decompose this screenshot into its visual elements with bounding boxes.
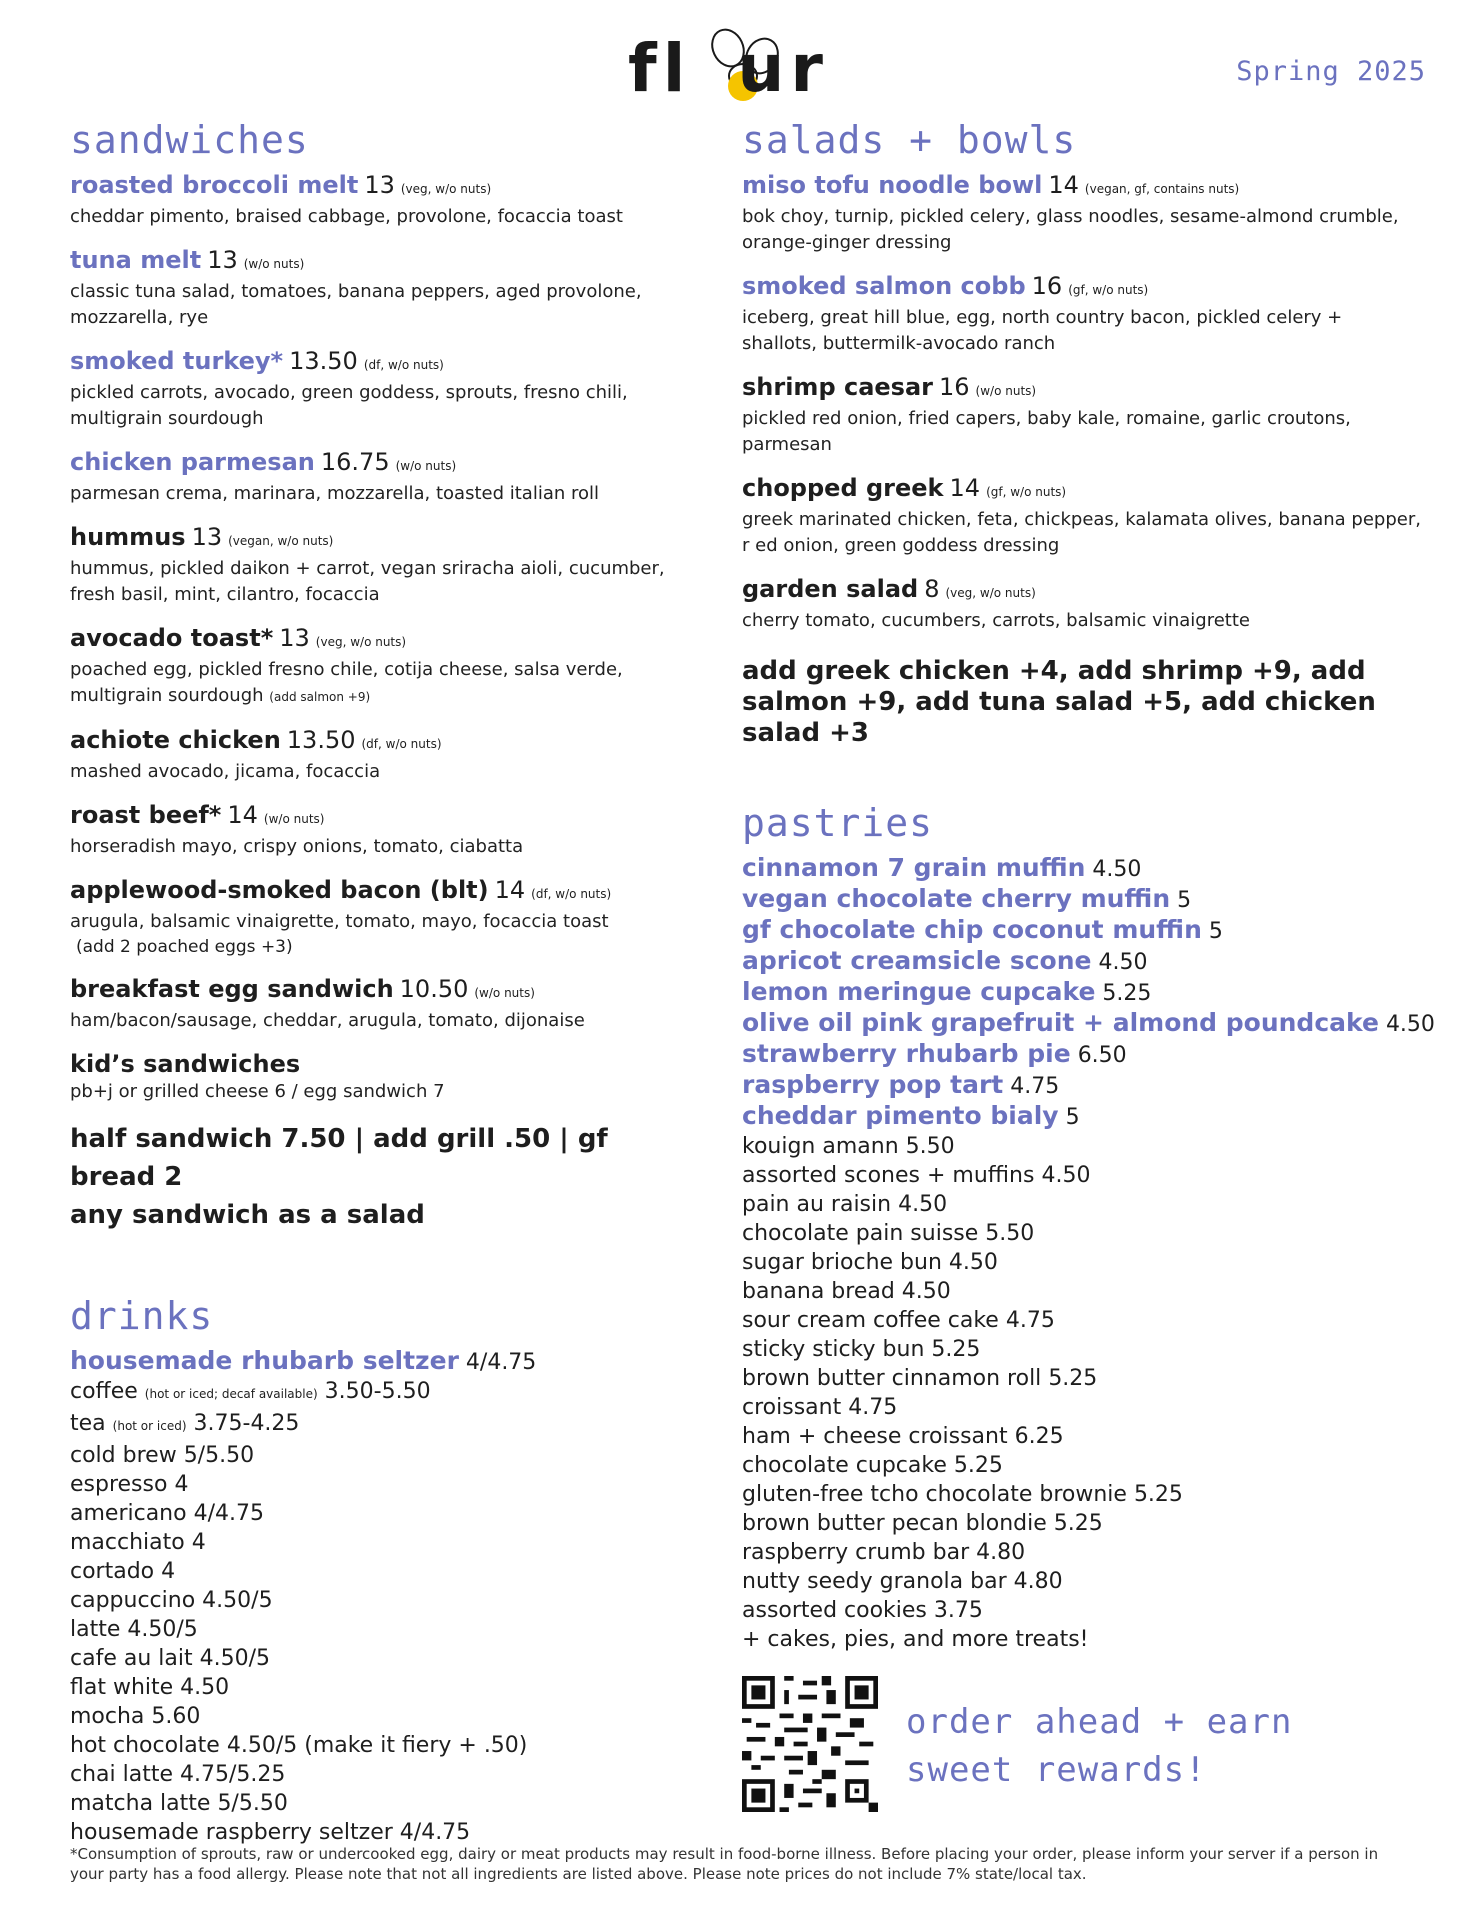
pastry-item — [742, 1625, 1422, 1654]
pastry-item — [742, 1101, 1422, 1132]
menu-item-header — [742, 271, 1422, 305]
menu-item — [70, 447, 690, 507]
sandwich-list — [70, 170, 690, 1105]
pastry-name: strawberry rhubarb pie — [742, 1039, 1071, 1068]
menu-item — [742, 372, 1422, 458]
drink-price: 4 — [161, 1559, 176, 1584]
pastry-price: 4.50 — [901, 1279, 951, 1304]
drink-price: 3.50-5.50 — [324, 1379, 431, 1404]
drink-price: 4/4.75 — [399, 1820, 471, 1845]
drink-price: 4/4.75 — [465, 1350, 537, 1375]
pastry-name: apricot creamsicle scone — [742, 946, 1092, 975]
menu-item-name: smoked salmon cobb — [742, 272, 1026, 300]
pastry-item — [742, 1039, 1422, 1070]
menu-item-name: roast beef* — [70, 801, 222, 829]
drink-item — [70, 1409, 690, 1441]
pastry-price: 6.25 — [1014, 1424, 1064, 1449]
drink-item — [70, 1586, 690, 1615]
menu-item-note: (w/o nuts) — [395, 459, 457, 473]
menu-item-description — [70, 204, 690, 230]
pastry-price: 5 — [1177, 888, 1192, 913]
menu-item-price: 13.50 — [289, 347, 358, 375]
menu-item-price: 14 — [949, 474, 981, 502]
pastry-name: sticky sticky bun — [742, 1337, 925, 1362]
pastry-price: 5.50 — [905, 1134, 955, 1159]
pastry-item — [742, 1480, 1422, 1509]
pastry-name: pain au raisin — [742, 1192, 892, 1217]
pastry-price: 5.25 — [953, 1453, 1003, 1478]
menu-item-price: 16 — [939, 373, 970, 401]
pastry-price: 4.80 — [1013, 1569, 1063, 1594]
pastry-price: 3.75 — [933, 1598, 983, 1623]
pastry-item — [742, 1393, 1422, 1422]
pastry-item — [742, 1306, 1422, 1335]
menu-item — [70, 725, 690, 785]
drink-price: 5/5.50 — [217, 1791, 288, 1816]
drink-name: cappuccino — [70, 1588, 196, 1613]
menu-item-note: (veg, w/o nuts) — [945, 586, 1036, 600]
drink-item — [70, 1818, 690, 1847]
menu-item-header — [70, 974, 690, 1008]
drink-name: cafe au lait — [70, 1646, 193, 1671]
pastry-item — [742, 946, 1422, 977]
drink-note: (hot or iced) — [112, 1419, 187, 1433]
menu-item-header — [70, 346, 690, 380]
promo-line-1: order ahead + earn — [906, 1702, 1293, 1742]
menu-item-description — [742, 507, 1422, 559]
menu-item-description — [70, 909, 690, 935]
menu-item-header — [70, 800, 690, 834]
pastry-item — [742, 1070, 1422, 1101]
menu-item-description-text: arugula, balsamic vinaigrette, tomato, mayo, focaccia toast — [70, 911, 609, 932]
menu-item-price: 16.75 — [320, 448, 390, 476]
menu-item-header — [70, 522, 690, 556]
sandwich-options — [70, 1120, 690, 1234]
pastry-name: gf chocolate chip coconut muffin — [742, 915, 1202, 944]
menu-item-price: 14 — [1048, 171, 1079, 199]
menu-item-price: 13 — [279, 624, 310, 652]
menu-item-header — [70, 875, 690, 909]
pastry-item — [742, 915, 1422, 946]
drink-name: americano — [70, 1501, 187, 1526]
drink-price: 5/5.50 — [183, 1443, 255, 1468]
menu-item-name: applewood-smoked bacon (blt) — [70, 876, 489, 904]
drink-price: 5.60 — [151, 1704, 201, 1729]
pastry-price: 4.50 — [948, 1250, 998, 1275]
pastry-price: 5.25 — [1133, 1482, 1183, 1507]
salads-title: salads + bowls — [742, 118, 1077, 162]
menu-item-header — [70, 245, 690, 279]
menu-item-name: tuna melt — [70, 246, 202, 274]
pastry-price: 4.50 — [1092, 857, 1142, 882]
menu-item-description — [70, 1079, 690, 1105]
menu-item-description-text: ham/bacon/sausage, cheddar, arugula, tomato, dijonaise — [70, 1010, 585, 1031]
pastry-item — [742, 1132, 1422, 1161]
menu-item-description-text: classic tuna salad, tomatoes, banana peppers, aged provolone, mozzarella, rye — [70, 281, 642, 328]
drink-item — [70, 1615, 690, 1644]
pastries-title: pastries — [742, 801, 934, 845]
menu-item-header — [70, 623, 690, 657]
menu-item — [742, 473, 1422, 559]
salad-addons: add greek chicken +4, add shrimp +9, add salmon +9, add tuna salad +5, add chicken salad +3 — [742, 656, 1376, 748]
drink-price: 4.50/5 — [199, 1646, 271, 1671]
drink-name: latte — [70, 1617, 121, 1642]
drink-item — [70, 1673, 690, 1702]
menu-item-price: 13 — [364, 171, 395, 199]
drink-item — [70, 1702, 690, 1731]
menu-item-description-text: pickled carrots, avocado, green goddess, sprouts, fresno chili, multigrain sourdough — [70, 382, 628, 429]
menu-item-note: (w/o nuts) — [243, 257, 305, 271]
pastry-price: 6.50 — [1077, 1043, 1127, 1068]
drink-name: cortado — [70, 1559, 155, 1584]
menu-item — [70, 623, 690, 710]
menu-item-description — [70, 759, 690, 785]
pastry-price: 4.75 — [1010, 1074, 1060, 1099]
menu-item-note: (w/o nuts) — [474, 986, 535, 1000]
sandwich-options-line-1: half sandwich 7.50 | add grill .50 | gf bread 2 — [70, 1124, 608, 1192]
menu-item-note: (w/o nuts) — [975, 384, 1037, 398]
menu-item-description-text: cherry tomato, cucumbers, carrots, balsamic vinaigrette — [742, 610, 1250, 631]
menu-item-description — [742, 305, 1422, 357]
menu-item-description — [70, 657, 690, 710]
pastry-name: assorted scones + muffins — [742, 1163, 1035, 1188]
pastry-item — [742, 1538, 1422, 1567]
pastry-name: nutty seedy granola bar — [742, 1569, 1007, 1594]
drink-price: 4 — [191, 1530, 206, 1555]
pastry-price: 5.50 — [985, 1221, 1035, 1246]
pastry-item — [742, 1335, 1422, 1364]
menu-item — [70, 875, 690, 959]
pastry-name: croissant — [742, 1395, 842, 1420]
pastry-price: 5.25 — [1053, 1511, 1103, 1536]
pastry-price: 4.50 — [1098, 950, 1148, 975]
pastry-price: 4.80 — [976, 1540, 1026, 1565]
drink-item — [70, 1644, 690, 1673]
pastry-name: sugar brioche bun — [742, 1250, 942, 1275]
drink-item — [70, 1377, 690, 1409]
pastry-item — [742, 1161, 1422, 1190]
pastry-item — [742, 1596, 1422, 1625]
drink-name: flat white — [70, 1675, 174, 1700]
pastry-item — [742, 1219, 1422, 1248]
menu-item-name: chicken parmesan — [70, 448, 315, 476]
menu-item-note: (gf, w/o nuts) — [986, 485, 1067, 499]
menu-item — [70, 346, 690, 432]
drink-name: hot chocolate — [70, 1733, 220, 1758]
menu-item-header — [742, 473, 1422, 507]
right-column — [742, 118, 1435, 1654]
drink-price: 4/4.75 — [193, 1501, 264, 1526]
pastry-name: sour cream coffee cake — [742, 1308, 999, 1333]
pastry-item — [742, 1364, 1422, 1393]
menu-item-price: 13 — [191, 523, 223, 551]
drink-name: espresso — [70, 1472, 168, 1497]
menu-item-header — [742, 372, 1422, 406]
menu-item-description-text: horseradish mayo, crispy onions, tomato, ciabatta — [70, 836, 524, 857]
menu-item-description-addon: (add salmon +9) — [269, 690, 371, 704]
drink-note: (hot or iced; decaf available) — [144, 1387, 318, 1401]
pastry-item — [742, 1248, 1422, 1277]
drink-price: 3.75-4.25 — [193, 1411, 300, 1436]
menu-item-price: 14 — [494, 876, 526, 904]
menu-item-name: breakfast egg sandwich — [70, 975, 394, 1003]
menu-item-description-text: bok choy, turnip, pickled celery, glass noodles, sesame-almond crumble, orange-ginger dressing — [742, 206, 1399, 253]
pastry-item — [742, 1509, 1422, 1538]
menu-item-description — [70, 481, 690, 507]
pastry-item — [742, 1277, 1422, 1306]
drink-name: chai latte — [70, 1762, 174, 1787]
pastry-price: 4.50 — [1041, 1163, 1091, 1188]
menu-item-name: achiote chicken — [70, 726, 281, 754]
menu-item-note: (vegan, w/o nuts) — [228, 534, 334, 548]
drink-name: housemade raspberry seltzer — [70, 1820, 393, 1845]
footer-disclaimer: *Consumption of sprouts, raw or undercooked egg, dairy or meat products may result in food-borne illness. Before placing your order, please inform your server if a person in your party has a food allergy. Please note that not all ingredients are listed above. Please note prices do not include 7% state/local tax. — [70, 1845, 1379, 1883]
drink-price: 4.50/5 — [127, 1617, 198, 1642]
pastry-name: kouign amann — [742, 1134, 899, 1159]
season-label: Spring 2025 — [1236, 56, 1426, 87]
menu-item-name: avocado toast* — [70, 624, 274, 652]
pastry-item — [742, 1008, 1435, 1039]
menu-item — [70, 800, 690, 860]
menu-item-name: hummus — [70, 523, 186, 551]
drink-item — [70, 1441, 690, 1470]
drink-item — [70, 1528, 690, 1557]
menu-item-note: (w/o nuts) — [263, 812, 325, 826]
pastry-name: cheddar pimento bialy — [742, 1101, 1059, 1130]
menu-item — [70, 974, 690, 1034]
drink-item — [70, 1346, 690, 1377]
pastry-name: assorted cookies — [742, 1598, 927, 1623]
menu-item-name: garden salad — [742, 575, 919, 603]
drink-name: coffee — [70, 1379, 138, 1404]
salad-list — [742, 170, 1422, 634]
drink-name: tea — [70, 1411, 106, 1436]
pastry-price: 4.75 — [1005, 1308, 1055, 1333]
menu-item-description-text: mashed avocado, jicama, focaccia — [70, 761, 381, 782]
drink-name: macchiato — [70, 1530, 185, 1555]
menu-item-price: 16 — [1031, 272, 1063, 300]
menu-item-description-text: greek marinated chicken, feta, chickpeas, kalamata olives, banana pepper, r ed onion, green goddess dressing — [742, 509, 1421, 556]
menu-item-extra: (add 2 poached eggs +3) — [76, 937, 293, 957]
pastry-name: lemon meringue cupcake — [742, 977, 1096, 1006]
menu-item-description-text: parmesan crema, marinara, mozzarella, toasted italian roll — [70, 483, 600, 504]
drink-item — [70, 1557, 690, 1586]
pastry-price: 5.25 — [1048, 1366, 1098, 1391]
menu-item-price: 13.50 — [286, 726, 356, 754]
drink-item — [70, 1470, 690, 1499]
rewards-promo — [906, 1698, 1292, 1794]
menu-item-description — [70, 556, 690, 608]
drink-price: 4.50/5 (make it fiery + .50) — [226, 1733, 528, 1758]
menu-item — [742, 574, 1422, 634]
menu-item — [70, 170, 690, 230]
menu-item-name: smoked turkey* — [70, 347, 284, 375]
pastry-name: chocolate pain suisse — [742, 1221, 979, 1246]
sandwich-options-line-2: any sandwich as a salad — [70, 1200, 425, 1230]
drink-name: cold brew — [70, 1443, 177, 1468]
pastry-item — [742, 853, 1422, 884]
menu-item-name: miso tofu noodle bowl — [742, 171, 1043, 199]
menu-item-note: (gf, w/o nuts) — [1068, 283, 1149, 297]
pastry-name: cinnamon 7 grain muffin — [742, 853, 1086, 882]
left-column — [70, 118, 690, 1847]
pastry-price: 4.50 — [1385, 1012, 1435, 1037]
menu-item-price: 13 — [207, 246, 238, 274]
pastry-name: brown butter pecan blondie — [742, 1511, 1047, 1536]
menu-item-note: (veg, w/o nuts) — [315, 635, 407, 649]
drink-item — [70, 1499, 690, 1528]
pastry-name: brown butter cinnamon roll — [742, 1366, 1042, 1391]
pastry-item — [742, 1567, 1422, 1596]
pastry-price: 5.25 — [931, 1337, 981, 1362]
menu-item-header — [742, 574, 1422, 608]
pastry-price: 5.25 — [1102, 981, 1152, 1006]
menu-item-note: (veg, w/o nuts) — [400, 182, 492, 196]
pastry-name: + cakes, pies, and more treats! — [742, 1627, 1089, 1652]
drink-name: mocha — [70, 1704, 145, 1729]
menu-item-description — [70, 380, 690, 432]
menu-item-description-text: hummus, pickled daikon + carrot, vegan sriracha aioli, cucumber, fresh basil, mint, cilantro, focaccia — [70, 558, 665, 605]
menu-item-description-text: cheddar pimento, braised cabbage, provolone, focaccia toast — [70, 206, 623, 227]
menu-item-header — [742, 170, 1422, 204]
drink-name: matcha latte — [70, 1791, 211, 1816]
menu-item-note: (df, w/o nuts) — [363, 358, 444, 372]
menu-item-description — [70, 279, 690, 331]
menu-item-description — [742, 608, 1422, 634]
menu-item-name: kid’s sandwiches — [70, 1050, 301, 1078]
menu-item — [70, 245, 690, 331]
pastry-price: 5 — [1065, 1105, 1080, 1130]
menu-item-header — [70, 447, 690, 481]
menu-item-description-text: poached egg, pickled fresno chile, cotija cheese, salsa verde, multigrain sourdough — [70, 659, 623, 706]
drink-item — [70, 1789, 690, 1818]
pastry-price: 5 — [1208, 919, 1223, 944]
pastry-name: ham + cheese croissant — [742, 1424, 1008, 1449]
menu-item-header — [70, 725, 690, 759]
menu-item-price: 14 — [227, 801, 258, 829]
menu-item-description — [70, 1008, 690, 1034]
drink-price: 4 — [174, 1472, 189, 1497]
drink-list — [70, 1346, 690, 1847]
menu-item-description-text: pickled red onion, fried capers, baby kale, romaine, garlic croutons, parmesan — [742, 408, 1351, 455]
pastry-price: 4.50 — [898, 1192, 948, 1217]
menu-item-name: chopped greek — [742, 474, 944, 502]
pastry-name: raspberry pop tart — [742, 1070, 1004, 1099]
brand-logo — [628, 14, 838, 107]
pastry-name: raspberry crumb bar — [742, 1540, 970, 1565]
menu-item-description-text: pb+j or grilled cheese 6 / egg sandwich 7 — [70, 1081, 445, 1102]
menu-item — [742, 170, 1422, 256]
pastry-item — [742, 1451, 1422, 1480]
menu-item — [70, 522, 690, 608]
pastry-item — [742, 977, 1422, 1008]
menu-item-price: 10.50 — [399, 975, 469, 1003]
menu-item-header — [70, 1049, 690, 1079]
menu-item-price: 8 — [924, 575, 940, 603]
menu-item-description-text: iceberg, great hill blue, egg, north country bacon, pickled celery + shallots, buttermilk-avocado ranch — [742, 307, 1343, 354]
menu-item-note: (df, w/o nuts) — [361, 737, 442, 751]
pastry-name: olive oil pink grapefruit + almond poundcake — [742, 1008, 1379, 1037]
menu-item-name: roasted broccoli melt — [70, 171, 359, 199]
drink-item — [70, 1731, 690, 1760]
menu-item — [70, 1049, 690, 1105]
sandwiches-title: sandwiches — [70, 118, 309, 162]
pastry-name: banana bread — [742, 1279, 895, 1304]
menu-item-note: (vegan, gf, contains nuts) — [1084, 182, 1240, 196]
pastry-item — [742, 1422, 1422, 1451]
logo-text-right: ur — [737, 30, 829, 107]
menu-item-header — [70, 170, 690, 204]
menu-item-note: (df, w/o nuts) — [531, 887, 612, 901]
qr-code-icon[interactable] — [742, 1676, 878, 1812]
menu-item-description — [742, 406, 1422, 458]
drinks-title: drinks — [70, 1294, 214, 1338]
menu-item-name: shrimp caesar — [742, 373, 933, 401]
drink-name: housemade rhubarb seltzer — [70, 1346, 459, 1375]
menu-item-description — [70, 834, 690, 860]
drink-price: 4.50/5 — [202, 1588, 273, 1613]
pastry-price: 4.75 — [848, 1395, 898, 1420]
drink-item — [70, 1760, 690, 1789]
promo-line-2: sweet rewards! — [906, 1750, 1207, 1790]
pastry-item — [742, 884, 1422, 915]
pastry-item — [742, 1190, 1422, 1219]
pastry-name: gluten-free tcho chocolate brownie — [742, 1482, 1127, 1507]
pastry-list — [742, 853, 1435, 1654]
drink-price: 4.75/5.25 — [180, 1762, 286, 1787]
pastry-name: chocolate cupcake — [742, 1453, 947, 1478]
drink-price: 4.50 — [180, 1675, 230, 1700]
menu-item-description — [742, 204, 1422, 256]
pastry-name: vegan chocolate cherry muffin — [742, 884, 1171, 913]
menu-item — [742, 271, 1422, 357]
logo-text-left: fl — [628, 30, 692, 107]
